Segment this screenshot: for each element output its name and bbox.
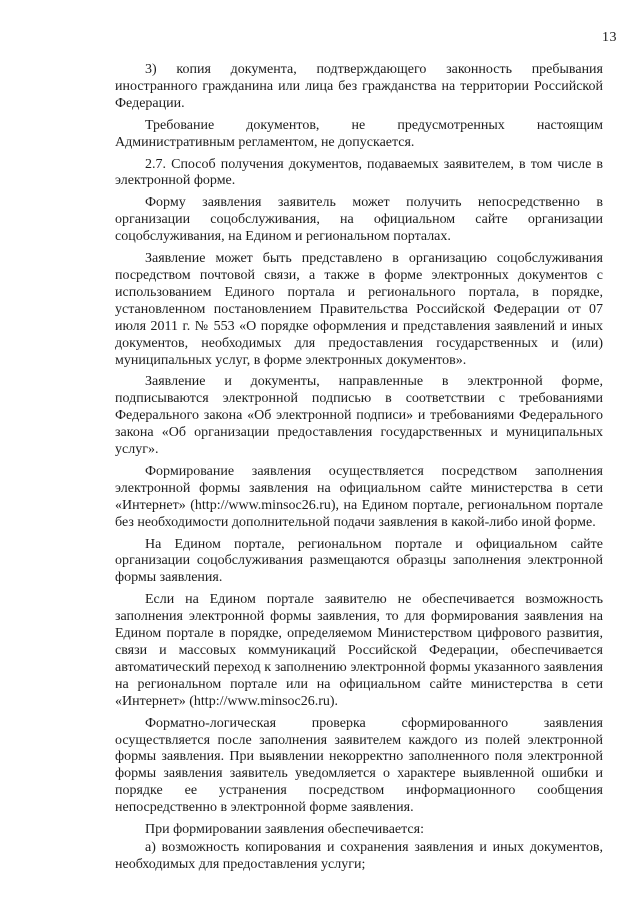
page-number: 13 (602, 30, 617, 45)
paragraph-automatic-redirect: Если на Едином портале заявителю не обеспечивается возможность заполнения электронной формы заявления, то для формирования заявления на Едином портале в порядке, определяемом Министерством цифрового развития, связи и массовых коммуникаций Российской Федерации, обеспечивается автоматический переход к заполнению электронной формы указанного заявления на региональном портале или на официальном сайте министерства в сети «Интернет» (http://www.minsoc26.ru). (115, 592, 603, 709)
paragraph-document-requirement: Требование документов, не предусмотренных настоящим Административным регламентом, не допускается. (115, 117, 603, 150)
paragraph-foreign-citizen-copy: 3) копия документа, подтверждающего законность пребывания иностранного гражданина или лица без гражданства на территории Российской Федерации. (115, 62, 603, 111)
paragraph-form-filling: Формирование заявления осуществляется посредством заполнения электронной формы заявления на официальном сайте министерства в сети «Интернет» (http://www.minsoc26.ru), на Едином портале, региональном портале без необходимости дополнительной подачи заявления в какой-либо иной форме. (115, 463, 603, 530)
paragraph-form-obtaining: Форму заявления заявитель может получить непосредственно в организации соцобслуживания, на официальном сайте организации соцобслуживания, на Едином и региональном порталах. (115, 195, 603, 245)
document-body (115, 62, 603, 879)
paragraph-provision-intro: При формировании заявления обеспечивается: (145, 822, 424, 838)
paragraph-item-a: а) возможность копирования и сохранения заявления и иных документов, необходимых для предоставления услуги; (115, 839, 603, 872)
paragraph-form-samples: На Едином портале, региональном портале и официальном сайте организации соцобслуживания размещаются образцы заполнения электронной формы заявления. (115, 536, 603, 586)
paragraph-submission-methods: Заявление может быть представлено в организацию соцобслуживания посредством почтовой связи, а также в форме электронных документов с использованием Единого портала и регионального портала, в порядке, установленном постановлением Правительства Российской Федерации от 07 июля 2011 г. № 553 «О порядке оформления и представления заявлений и иных документов, необходимых для предоставления государственных и (или) муниципальных услуг, в форме электронных документов». (115, 251, 603, 368)
paragraph-electronic-signature: Заявление и документы, направленные в электронной форме, подписываются электронной подписью в соответствии с требованиями Федерального закона «Об электронной подписи» и требованиями Федерального закона «Об организации предоставления государственных и муниципальных услуг». (115, 374, 603, 458)
section-heading-2-7: 2.7. Способ получения документов, подаваемых заявителем, в том числе в электронной форме. (115, 156, 603, 189)
paragraph-format-check: Форматно-логическая проверка сформированного заявления осуществляется после заполнения заявителем каждого из полей электронной формы заявления. При выявлении некорректно заполненного поля электронной формы заявления заявитель уведомляется о характере выявленной ошибки и порядке ее устранения посредством информационного сообщения непосредственно в электронной форме заявления. (115, 715, 603, 816)
